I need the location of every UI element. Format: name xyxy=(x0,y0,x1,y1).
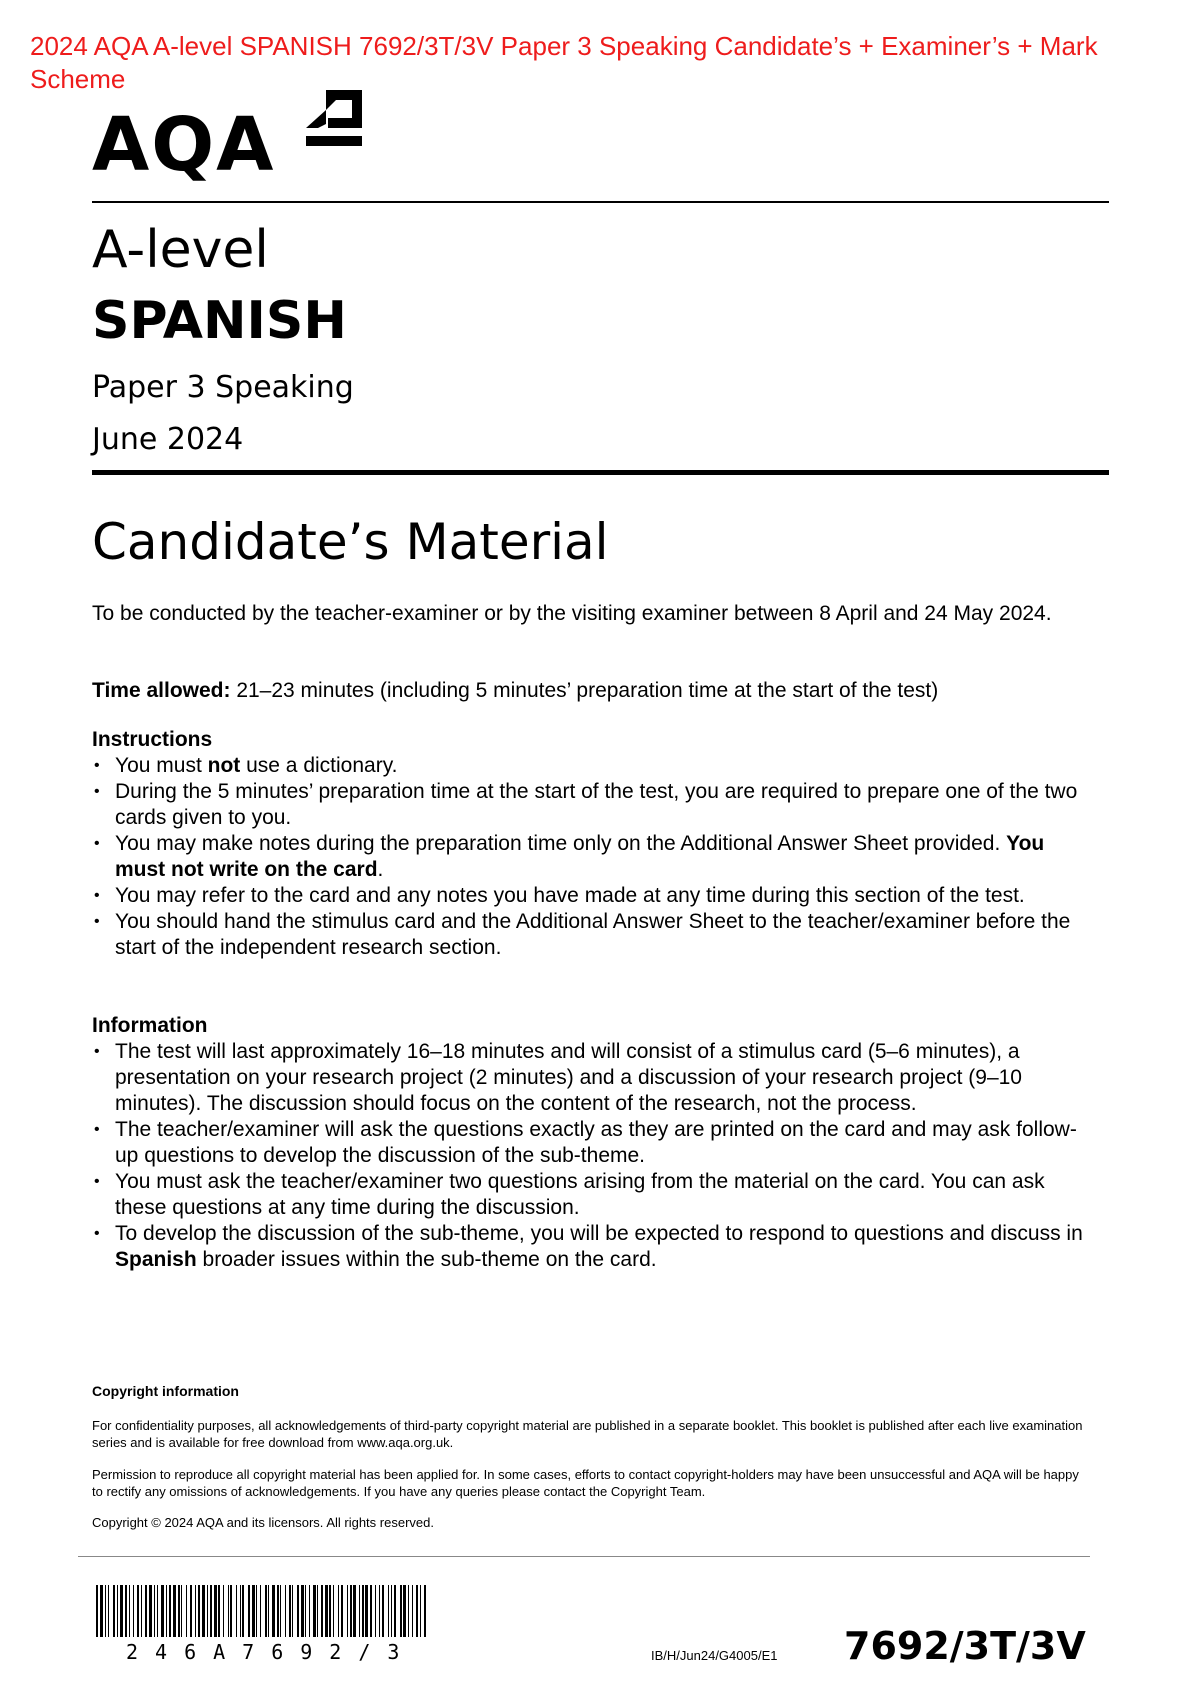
paper-code: 7692/3T/3V xyxy=(844,1624,1086,1668)
instruction-item: • During the 5 minutes’ preparation time at the start of the test, you are required to prepare one of the two cards given to you. xyxy=(92,779,1092,831)
instruction-item: • You may refer to the card and any notes you have made at any time during this section of the test. xyxy=(92,883,1092,909)
time-value: 21–23 minutes (including 5 minutes’ preparation time at the start of the test) xyxy=(230,679,939,702)
exam-date: June 2024 xyxy=(92,422,244,457)
time-label: Time allowed: xyxy=(92,679,231,702)
instruction-item: • You must not use a dictionary. xyxy=(92,753,1092,779)
instructions-section xyxy=(92,727,1092,961)
footer-rule xyxy=(78,1556,1090,1557)
instruction-item: • You may make notes during the preparation time only on the Additional Answer Sheet provided. You must not write on the card. xyxy=(92,831,1092,883)
information-section xyxy=(92,1013,1092,1273)
subject-title: SPANISH xyxy=(92,291,347,351)
copyright-paragraph: Copyright © 2024 AQA and its licensors. All rights reserved. xyxy=(92,1515,434,1530)
instruction-item: • You should hand the stimulus card and the Additional Answer Sheet to the teacher/examiner before the start of the independent research section. xyxy=(92,909,1092,961)
qualification-level: A-level xyxy=(92,220,269,280)
barcode-digits: 246A7692/3 xyxy=(126,1640,417,1664)
document-banner: 2024 AQA A-level SPANISH 7692/3T/3V Paper 3 Speaking Candidate’s + Examiner’s + Mark Scheme xyxy=(30,31,1098,94)
information-list xyxy=(92,1039,1092,1273)
information-item: • To develop the discussion of the sub-theme, you will be expected to respond to questions and discuss in Spanish broader issues within the sub-theme on the card. xyxy=(92,1221,1092,1273)
aqa-logo xyxy=(92,90,362,188)
header-rule xyxy=(92,201,1109,203)
document-reference: IB/H/Jun24/G4005/E1 xyxy=(651,1648,778,1663)
copyright-heading: Copyright information xyxy=(92,1383,239,1399)
information-item: • The teacher/examiner will ask the questions exactly as they are printed on the card and may ask follow-up questions to develop the discussion of the sub-theme. xyxy=(92,1117,1092,1169)
copyright-paragraph: Permission to reproduce all copyright material has been applied for. In some cases, efforts to contact copyright-holders may have been unsuccessful and AQA will be happy to rectify any omissions of acknowledgements. If you have any queries please contact the Copyright Team. xyxy=(92,1467,1079,1499)
material-title: Candidate’s Material xyxy=(92,513,609,571)
logo-mark-icon xyxy=(306,90,362,146)
information-item: • The test will last approximately 16–18 minutes and will consist of a stimulus card (5–6 minutes), a presentation on your research project (2 minutes) and a discussion of your research project (9–10 minutes). The discussion should focus on the content of the research, not the process. xyxy=(92,1039,1092,1117)
time-allowed xyxy=(92,678,1092,704)
instructions-list xyxy=(92,753,1092,961)
intro-text: To be conducted by the teacher-examiner or by the visiting examiner between 8 April and 24 May 2024. xyxy=(92,602,1052,625)
paper-title: Paper 3 Speaking xyxy=(92,370,354,405)
information-item: • You must ask the teacher/examiner two questions arising from the material on the card. You can ask these questions at any time during the discussion. xyxy=(92,1169,1092,1221)
title-rule xyxy=(92,470,1109,475)
instructions-heading: Instructions xyxy=(92,728,213,751)
logo-text: AQA xyxy=(92,102,276,188)
copyright-paragraph: For confidentiality purposes, all acknowledgements of third-party copyright material are published in a separate booklet. This booklet is published after each live examination series and is available for free download from www.aqa.org.uk. xyxy=(92,1418,1083,1450)
information-heading: Information xyxy=(92,1014,208,1037)
barcode-icon xyxy=(96,1585,426,1637)
